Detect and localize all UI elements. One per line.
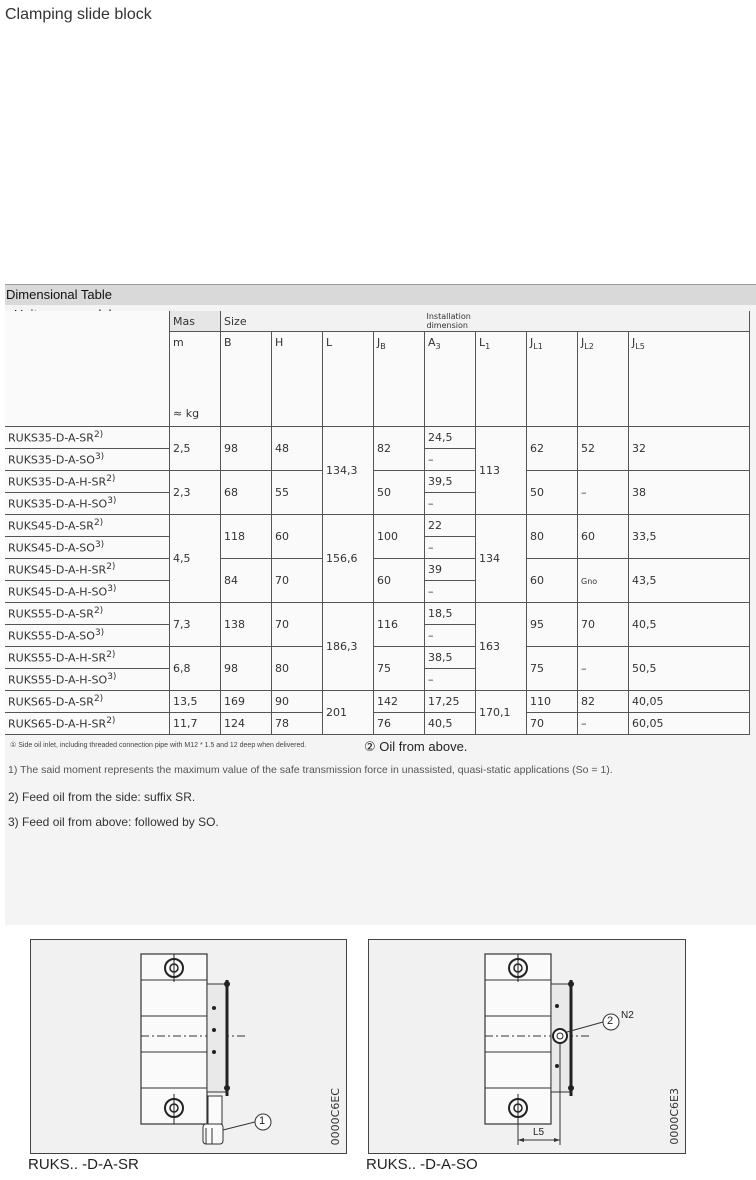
callout-2-tag: N2	[621, 1010, 634, 1021]
table-row	[5, 427, 750, 449]
table-row	[5, 691, 750, 713]
h-cell: 70	[272, 559, 323, 603]
jb-cell: 50	[374, 471, 425, 515]
a3-cell: 40,5	[425, 713, 476, 735]
h-cell: 55	[272, 471, 323, 515]
h-cell: 60	[272, 515, 323, 559]
model-cell: RUKS55-D-A-SR$^{2)}$	[5, 603, 170, 625]
dimension-table	[5, 311, 750, 735]
drawing-sr-label: RUKS.. -D-A-SR	[28, 1156, 139, 1173]
table-row	[5, 603, 750, 625]
header-jl5	[629, 332, 750, 427]
l1-cell: 134	[476, 515, 527, 603]
jb-cell: 82	[374, 427, 425, 471]
header-install-text: Installation dimension	[426, 311, 471, 330]
a3-cell: –	[425, 449, 476, 471]
jl1-cell: 80	[527, 515, 578, 559]
drawing-so-svg	[369, 940, 685, 1153]
b-cell: 118	[221, 515, 272, 559]
a3-cell: 24,5	[425, 427, 476, 449]
l-cell: 186,3	[323, 603, 374, 691]
callout-2: 2	[607, 1015, 614, 1027]
table-caption: Dimensional Table	[6, 287, 112, 302]
footnote-3: 3) Feed oil from above: followed by SO.	[8, 815, 219, 829]
dim-l5: L5	[533, 1127, 545, 1138]
jl5-cell: 60,05	[629, 713, 750, 735]
a3-cell: –	[425, 537, 476, 559]
drawing-so-label: RUKS.. -D-A-SO	[366, 1156, 478, 1173]
a3-cell: 17,25	[425, 691, 476, 713]
header-jl1-main: J	[530, 336, 534, 349]
footnote-1: 1) The said moment represents the maximum value of the safe transmission force in unassisted, quasi-static applications (So = 1).	[8, 764, 613, 776]
h-cell: 70	[272, 603, 323, 647]
model-cell: RUKS45-D-A-SR$^{2)}$	[5, 515, 170, 537]
a3-cell: –	[425, 669, 476, 691]
b-cell: 68	[221, 471, 272, 515]
a3-cell: 39	[425, 559, 476, 581]
jl2-cell: 52	[578, 427, 629, 471]
a3-cell: –	[425, 493, 476, 515]
drawing-sr-code: 0000C6EC	[329, 1087, 342, 1145]
jb-cell: 76	[374, 713, 425, 735]
model-cell: RUKS65-D-A-H-SR$^{2)}$	[5, 713, 170, 735]
header-jb	[374, 332, 425, 427]
header-jl2-main: J	[581, 336, 585, 349]
h-cell: 80	[272, 647, 323, 691]
jl5-cell: 43,5	[629, 559, 750, 603]
header-jl1-sub: L1	[533, 342, 543, 352]
page-title: Clamping slide block	[5, 6, 152, 23]
header-jb-sub: B	[380, 342, 386, 352]
model-cell: RUKS55-D-A-H-SO$^{3)}$	[5, 669, 170, 691]
table-row	[5, 559, 750, 581]
jl2-cell: –	[578, 647, 629, 691]
header-install	[374, 311, 750, 332]
model-cell: RUKS45-D-A-H-SR$^{2)}$	[5, 559, 170, 581]
table-row	[5, 515, 750, 537]
jl1-cell: 95	[527, 603, 578, 647]
jl2-cell: Gno	[578, 559, 629, 603]
caption-spacer	[5, 311, 170, 332]
jl1-cell: 50	[527, 471, 578, 515]
header-a3	[425, 332, 476, 427]
model-cell: RUKS35-D-A-H-SO$^{3)}$	[5, 493, 170, 515]
header-m-col	[170, 332, 221, 427]
l1-cell: 163	[476, 603, 527, 691]
header-h: H	[272, 332, 323, 427]
model-cell: RUKS45-D-A-H-SO$^{3)}$	[5, 581, 170, 603]
jl1-cell: 75	[527, 647, 578, 691]
jl2-cell: –	[578, 471, 629, 515]
l1-cell: 170,1	[476, 691, 527, 735]
model-cell: RUKS55-D-A-H-SR$^{2)}$	[5, 647, 170, 669]
header-b: B	[221, 332, 272, 427]
a3-cell: –	[425, 581, 476, 603]
drawing-so-code: 0000C6E3	[668, 1088, 681, 1145]
jb-cell: 60	[374, 559, 425, 603]
mass-cell: 2,3	[170, 471, 221, 515]
jl5-cell: 38	[629, 471, 750, 515]
h-cell: 90	[272, 691, 323, 713]
model-cell: RUKS35-D-A-SO$^{3)}$	[5, 449, 170, 471]
model-cell: RUKS65-D-A-SR$^{2)}$	[5, 691, 170, 713]
a3-cell: 18,5	[425, 603, 476, 625]
a3-cell: 38,5	[425, 647, 476, 669]
b-cell: 98	[221, 647, 272, 691]
header-l1-main: L	[479, 336, 486, 349]
mass-cell: 11,7	[170, 713, 221, 735]
model-cell: RUKS35-D-A-SR$^{2)}$	[5, 427, 170, 449]
jl2-cell: –	[578, 713, 629, 735]
a3-cell: 39,5	[425, 471, 476, 493]
header-l: L	[323, 332, 374, 427]
side-oil-note: ① Side oil inlet, including threaded connection pipe with M12 * 1.5 and 12 deep when delivered.	[10, 742, 307, 749]
b-cell: 169	[221, 691, 272, 713]
jl1-cell: 70	[527, 713, 578, 735]
l1-cell: 113	[476, 427, 527, 515]
mass-cell: 6,8	[170, 647, 221, 691]
jb-cell: 100	[374, 515, 425, 559]
header-a3-sub: 3	[435, 342, 441, 352]
jl2-cell: 70	[578, 603, 629, 647]
header-jb-main: J	[377, 336, 381, 349]
jb-cell: 75	[374, 647, 425, 691]
h-cell: 48	[272, 427, 323, 471]
header-mass: Mas	[170, 311, 221, 332]
jl5-cell: 50,5	[629, 647, 750, 691]
h-cell: 78	[272, 713, 323, 735]
mass-cell: 7,3	[170, 603, 221, 647]
header-jl5-main: J	[632, 336, 636, 349]
a3-cell: –	[425, 625, 476, 647]
b-cell: 124	[221, 713, 272, 735]
drawing-so	[368, 939, 686, 1154]
table-header-bar	[5, 284, 756, 306]
mass-cell: 2,5	[170, 427, 221, 471]
header-a3-main: A	[428, 336, 436, 349]
footnote-2: 2) Feed oil from the side: suffix SR.	[8, 790, 196, 804]
b-cell: 138	[221, 603, 272, 647]
callout-1: 1	[259, 1115, 266, 1127]
header-kg: ≈ kg	[173, 407, 200, 420]
jl2-cell: 60	[578, 515, 629, 559]
jl1-cell: 110	[527, 691, 578, 713]
model-cell: RUKS35-D-A-H-SR$^{2)}$	[5, 471, 170, 493]
drawing-sr-svg	[31, 940, 346, 1153]
header-jl1	[527, 332, 578, 427]
jb-cell: 116	[374, 603, 425, 647]
drawing-sr	[30, 939, 347, 1154]
mass-cell: 4,5	[170, 515, 221, 603]
header-jl2-sub: L2	[584, 342, 594, 352]
a3-cell: 22	[425, 515, 476, 537]
l-cell: 201	[323, 691, 374, 735]
b-cell: 98	[221, 427, 272, 471]
model-cell: RUKS55-D-A-SO$^{3)}$	[5, 625, 170, 647]
header-l1-sub: 1	[485, 342, 491, 352]
oil-above-note: ② Oil from above.	[364, 739, 468, 754]
model-cell: RUKS45-D-A-SO$^{3)}$	[5, 537, 170, 559]
table-row	[5, 713, 750, 735]
jl5-cell: 40,05	[629, 691, 750, 713]
table-row	[5, 471, 750, 493]
header-m: m	[173, 336, 184, 349]
header-size: Size	[221, 311, 374, 332]
header-jl2	[578, 332, 629, 427]
b-cell: 84	[221, 559, 272, 603]
jl2-cell: 82	[578, 691, 629, 713]
jl5-cell: 40,5	[629, 603, 750, 647]
mass-cell: 13,5	[170, 691, 221, 713]
l-cell: 156,6	[323, 515, 374, 603]
header-jl5-sub: L5	[635, 342, 645, 352]
jl5-cell: 32	[629, 427, 750, 471]
jl1-cell: 60	[527, 559, 578, 603]
jb-cell: 142	[374, 691, 425, 713]
l-cell: 134,3	[323, 427, 374, 515]
header-l1	[476, 332, 527, 427]
jl5-cell: 33,5	[629, 515, 750, 559]
table-row	[5, 647, 750, 669]
jl1-cell: 62	[527, 427, 578, 471]
